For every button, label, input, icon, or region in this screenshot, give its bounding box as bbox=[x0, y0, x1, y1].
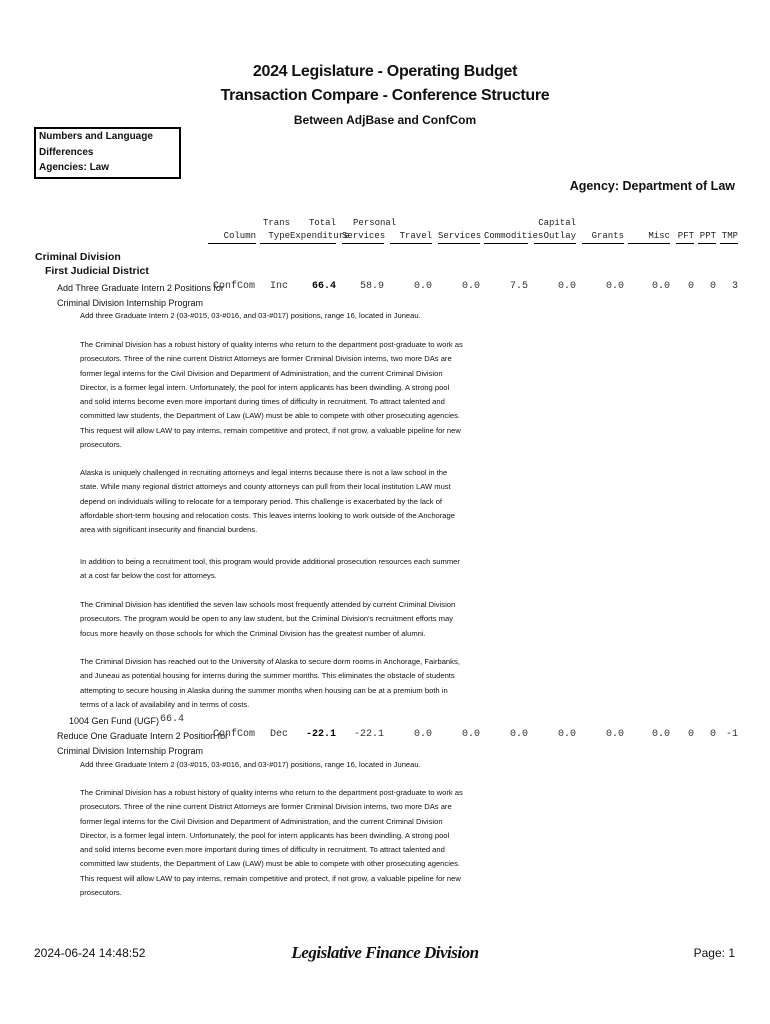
item-name-line2: Criminal Division Internship Program bbox=[57, 298, 204, 308]
cell-pft: 0 bbox=[687, 281, 694, 292]
cell-misc: 0.0 bbox=[651, 281, 670, 292]
item-description-intro: Add three Graduate Intern 2 (03-#015, 03-#016, and 03-#017) positions, range 16, located in Juneau. bbox=[80, 760, 421, 769]
col-column: Column bbox=[208, 230, 256, 244]
paragraph-line: committed law students, the Department of Law (LAW) must be able to compete with other prosecuting agencies. bbox=[80, 859, 461, 869]
fund-source-label: 1004 Gen Fund (UGF) bbox=[69, 716, 160, 726]
paragraph-line: prosecutors. bbox=[80, 888, 122, 898]
cell-commodities: 0.0 bbox=[509, 729, 528, 740]
cell-travel: 0.0 bbox=[413, 281, 432, 292]
col-trans-2: Type bbox=[260, 230, 290, 244]
item-name-line2: Criminal Division Internship Program bbox=[57, 746, 204, 756]
paragraph-line: The Criminal Division has a robust history of quality interns who return to the department post-graduate to work as bbox=[80, 340, 463, 349]
col-total-2: Expenditure bbox=[290, 230, 336, 244]
comparison-label: Between AdjBase and ConfCom bbox=[293, 113, 477, 127]
division-heading: Criminal Division bbox=[35, 251, 121, 263]
col-tmp: TMP bbox=[720, 230, 738, 244]
footer-page-number: Page: 1 bbox=[693, 946, 735, 960]
paragraph-line: affordable short-term housing and relocation costs. This leaves interns looking to work outside of the Anchorage bbox=[80, 510, 455, 520]
cell-personal: 58.9 bbox=[359, 281, 384, 292]
cell-commodities: 7.5 bbox=[509, 281, 528, 292]
filter-box bbox=[34, 127, 181, 179]
description-paragraph bbox=[80, 466, 455, 537]
item-name-line1: Add Three Graduate Intern 2 Positions for bbox=[57, 283, 224, 293]
paragraph-line: The Criminal Division has identified the seven law schools most frequently attended by current Criminal Division bbox=[80, 600, 456, 609]
paragraph-line: Director, is a former legal intern. Unfortunately, the pool for intern applicants has been dwindling. A strong pool bbox=[80, 830, 450, 840]
cell-column: ConfCom bbox=[212, 281, 255, 292]
paragraph-line: The Criminal Division has a robust history of quality interns who return to the department post-graduate to work as bbox=[80, 788, 463, 797]
cell-grants: 0.0 bbox=[605, 729, 624, 740]
paragraph-line: area with significant insecurity and financial burdens. bbox=[80, 525, 258, 535]
cell-capital: 0.0 bbox=[557, 281, 576, 292]
paragraph-line: prosecutors. The program would be open to any law student, but the Criminal Division's recruitment efforts may bbox=[80, 614, 454, 624]
paragraph-line: Director, is a former legal intern. Unfortunately, the pool for intern applicants has been dwindling. A strong pool bbox=[80, 382, 450, 392]
item-name-line1: Reduce One Graduate Intern 2 Position for bbox=[57, 731, 229, 741]
cell-trans-type: Inc bbox=[269, 281, 288, 292]
cell-ppt: 0 bbox=[709, 729, 716, 740]
filter-line: Agencies: Law bbox=[39, 162, 110, 173]
paragraph-line: This request will allow LAW to pay interns, remain competitive and protect, if not grow, a valuable pipeline for new bbox=[80, 873, 461, 883]
report-title: 2024 Legislature - Operating Budget bbox=[252, 63, 518, 80]
cell-services: 0.0 bbox=[461, 281, 480, 292]
item-description-intro: Add three Graduate Intern 2 (03-#015, 03-#016, and 03-#017) positions, range 16, located in Juneau. bbox=[80, 311, 421, 320]
footer-timestamp: 2024-06-24 14:48:52 bbox=[34, 946, 146, 960]
col-grants: Grants bbox=[582, 230, 624, 244]
cell-tmp: -1 bbox=[725, 729, 738, 740]
cell-travel: 0.0 bbox=[413, 729, 432, 740]
paragraph-line: at a cost far below the cost for attorneys. bbox=[80, 571, 217, 581]
col-personal-2: Services bbox=[342, 230, 384, 244]
cell-trans-type: Dec bbox=[269, 729, 288, 740]
cell-capital: 0.0 bbox=[557, 729, 576, 740]
paragraph-line: This request will allow LAW to pay interns, remain competitive and protect, if not grow, a valuable pipeline for new bbox=[80, 425, 461, 435]
description-paragraph bbox=[80, 598, 456, 641]
col-capital-1: Capital bbox=[538, 218, 576, 228]
footer-division-logo: Legislative Finance Division bbox=[291, 943, 479, 962]
paragraph-line: prosecutors. Three of the nine current District Attorneys are former Criminal Division interns, two more DAs are bbox=[80, 802, 452, 812]
paragraph-line: prosecutors. Three of the nine current District Attorneys are former Criminal Division interns, two more DAs are bbox=[80, 354, 452, 364]
description-paragraph bbox=[80, 655, 460, 712]
agency-label: Agency: Department of Law bbox=[569, 179, 735, 193]
paragraph-line: attempting to secure housing in Alaska during the summer months when housing can be at a premium both in bbox=[80, 685, 448, 695]
report-subtitle: Transaction Compare - Conference Structure bbox=[220, 87, 550, 104]
item-row bbox=[0, 729, 770, 743]
paragraph-line: and solid interns become even more important during times of difficulty in recruitment. To attract talented and bbox=[80, 397, 445, 407]
paragraph-line: committed law students, the Department of Law (LAW) must be able to compete with other prosecuting agencies. bbox=[80, 411, 461, 421]
cell-services: 0.0 bbox=[461, 729, 480, 740]
paragraph-line: focus more heavily on those schools for which the Criminal Division has the greatest number of alumni. bbox=[80, 628, 426, 638]
cell-column: ConfCom bbox=[212, 729, 255, 740]
col-travel: Travel bbox=[390, 230, 432, 244]
fund-source-amount: 66.4 bbox=[159, 714, 184, 725]
component-heading: First Judicial District bbox=[45, 265, 149, 277]
cell-personal: -22.1 bbox=[353, 729, 384, 740]
filter-line: Numbers and Language bbox=[39, 131, 153, 142]
cell-tmp: 3 bbox=[731, 281, 738, 292]
cell-misc: 0.0 bbox=[651, 729, 670, 740]
item-row bbox=[0, 281, 770, 295]
paragraph-line: Alaska is uniquely challenged in recruiting attorneys and legal interns because there is not a law school in the bbox=[80, 468, 448, 477]
col-services: Services bbox=[438, 230, 480, 244]
paragraph-line: state. While many regional district attorneys and county attorneys can pull from their local institution LAW must bbox=[80, 482, 451, 492]
paragraph-line: former legal interns for the Civil Division and Department of Administration, and the current Criminal Division bbox=[80, 816, 443, 826]
col-pft: PFT bbox=[676, 230, 694, 244]
col-trans-1: Trans bbox=[262, 218, 290, 228]
paragraph-line: former legal interns for the Civil Division and Department of Administration, and the current Criminal Division bbox=[80, 368, 443, 378]
paragraph-line: terms of a lack of availability and in terms of costs. bbox=[80, 699, 250, 709]
description-paragraph bbox=[80, 786, 463, 900]
description-paragraph bbox=[80, 338, 463, 452]
col-misc: Misc bbox=[628, 230, 670, 244]
description-paragraph bbox=[80, 555, 460, 584]
col-capital-2: Outlay bbox=[534, 230, 576, 244]
cell-total: -22.1 bbox=[305, 729, 336, 740]
cell-ppt: 0 bbox=[709, 281, 716, 292]
filter-line: Differences bbox=[39, 146, 94, 158]
paragraph-line: prosecutors. bbox=[80, 440, 122, 450]
col-ppt: PPT bbox=[698, 230, 716, 244]
col-total-1: Total bbox=[308, 218, 336, 228]
col-commodities: Commodities bbox=[484, 230, 528, 244]
paragraph-line: The Criminal Division has reached out to the University of Alaska to secure dorm rooms in Anchorage, Fairbanks, bbox=[80, 657, 460, 666]
paragraph-line: In addition to being a recruitment tool, this program would provide additional prosecution resources each summer bbox=[80, 557, 460, 566]
paragraph-line: depend on individuals willing to relocate for a temporary period. This challenge is exacerbated by the lack of bbox=[80, 496, 443, 506]
cell-grants: 0.0 bbox=[605, 281, 624, 292]
column-headers bbox=[0, 217, 770, 247]
col-personal-1: Personal bbox=[353, 218, 397, 228]
paragraph-line: and Juneau as potential housing for interns during the summer months. This eliminates the obstacle of students bbox=[80, 671, 455, 681]
cell-pft: 0 bbox=[687, 729, 694, 740]
cell-total: 66.4 bbox=[311, 281, 336, 292]
paragraph-line: and solid interns become even more important during times of difficulty in recruitment. To attract talented and bbox=[80, 845, 445, 855]
